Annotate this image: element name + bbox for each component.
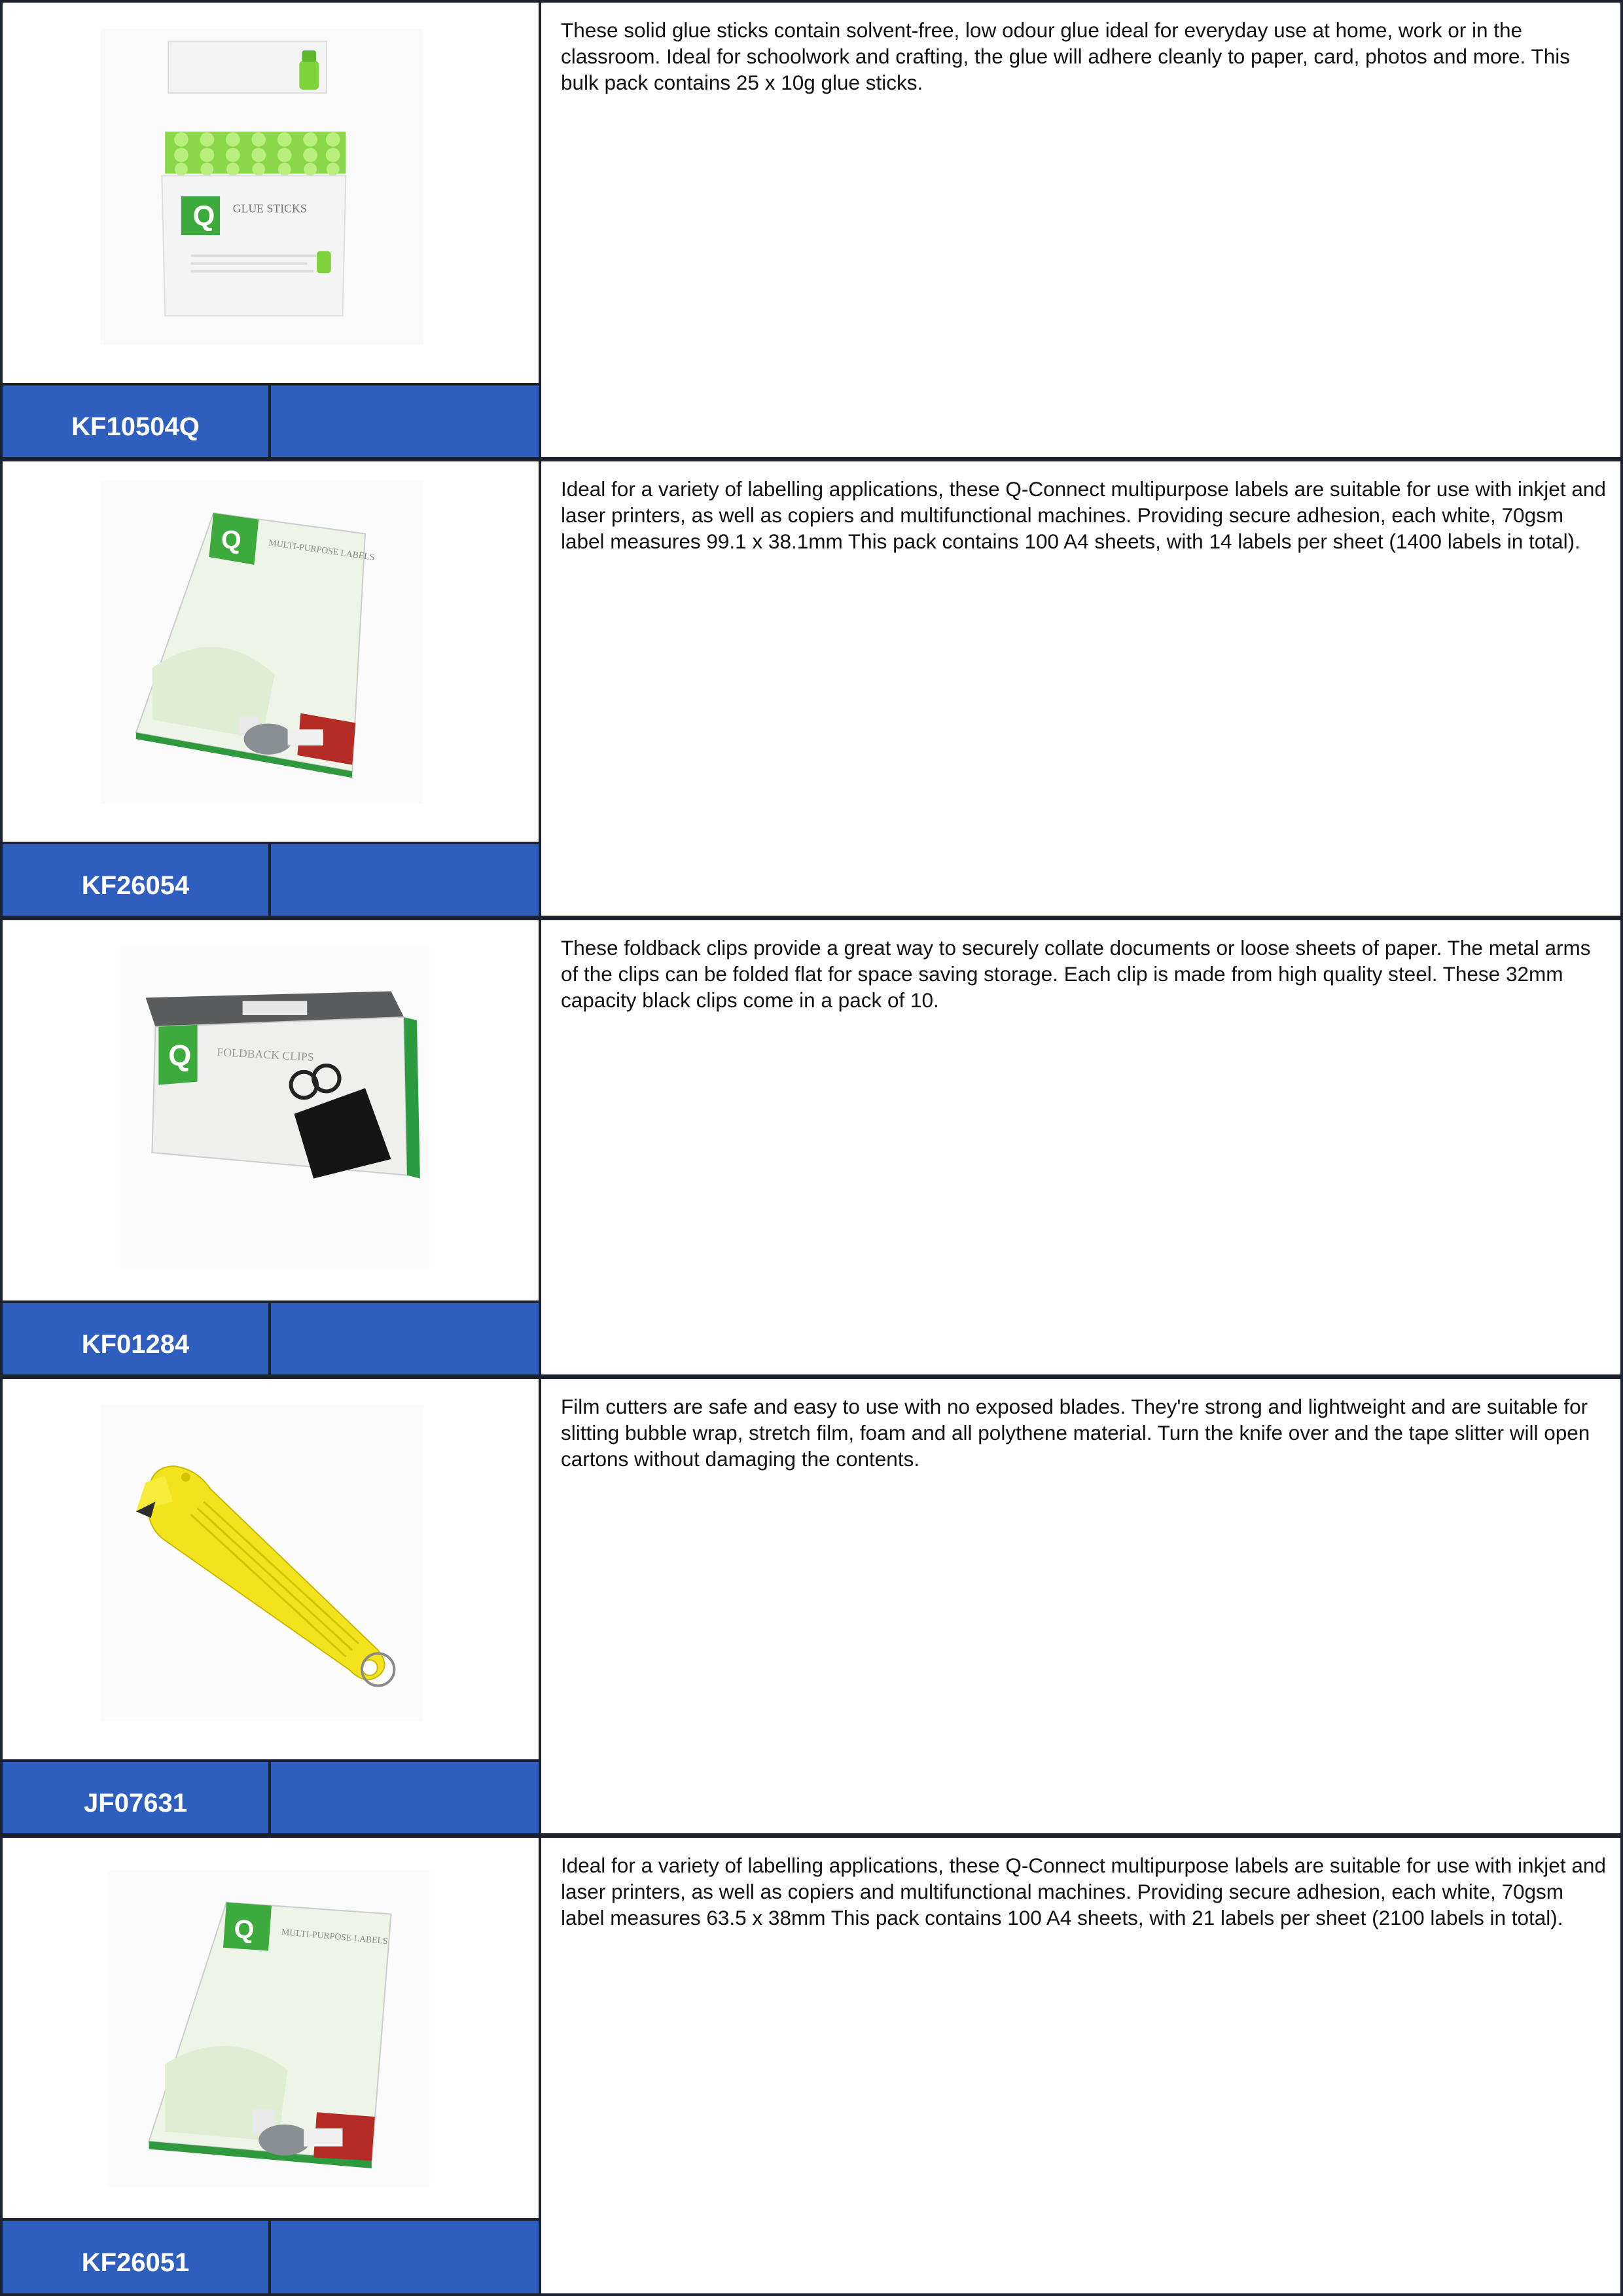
product-row <box>0 1835 1623 2296</box>
foldback-clips-box-image <box>3 920 539 1300</box>
product-code: KF26054 <box>0 842 271 918</box>
product-code: JF07631 <box>0 1759 271 1836</box>
product-image-cell <box>0 1376 541 1762</box>
product-code: KF10504Q <box>0 383 271 459</box>
multipurpose-labels-pack-image <box>3 1838 539 2218</box>
code-band-blank <box>268 1300 541 1377</box>
product-description: These foldback clips provide a great way to securely collate documents or loose sheets of paper. The metal arms of the clips can be folded flat for space saving storage. Each clip is made from high quality steel. These 32mm capacity black clips come in a pack of 10. <box>561 936 1591 1012</box>
product-description-cell <box>539 459 1623 918</box>
product-description: These solid glue sticks contain solvent-free, low odour glue ideal for everyday use at home, work or in the classroom. Ideal for schoolwork and crafting, the glue will adhere cleanly to paper, card, photos and more. This bulk pack contains 25 x 10g glue sticks. <box>561 18 1570 94</box>
box-label-text: MULTI-PURPOSE LABELS <box>281 1927 389 1946</box>
film-cutter-image <box>3 1379 539 1759</box>
product-image-cell <box>0 459 541 844</box>
code-band-blank <box>268 1759 541 1836</box>
product-row <box>0 459 1623 918</box>
product-code: KF26051 <box>0 2218 271 2296</box>
product-image-cell <box>0 0 541 386</box>
product-row <box>0 1376 1623 1836</box>
multipurpose-labels-pack-image <box>3 461 539 842</box>
box-label-text: FOLDBACK CLIPS <box>216 1045 315 1064</box>
code-band-blank <box>268 2218 541 2296</box>
svg-text:Q: Q <box>192 200 215 232</box>
svg-text:Q: Q <box>168 1038 192 1072</box>
product-description-cell <box>539 1835 1623 2296</box>
product-description: Ideal for a variety of labelling applications, these Q-Connect multipurpose labels are suitable for use with inkjet and laser printers, as well as copiers and multifunctional machines. Providing secure adhesion, each white, 70gsm label measures 63.5 x 38mm This pack contains 100 A4 sheets, with 21 labels per sheet (2100 labels in total). <box>561 1854 1606 1929</box>
svg-text:Q: Q <box>221 526 241 555</box>
product-row <box>0 0 1623 459</box>
glue-sticks-box-image <box>3 3 539 383</box>
box-label-text: GLUE STICKS <box>232 202 307 215</box>
product-description-cell <box>539 0 1623 459</box>
product-row <box>0 918 1623 1377</box>
box-label-text: MULTI-PURPOSE LABELS <box>268 537 376 562</box>
product-description: Film cutters are safe and easy to use with no exposed blades. They're strong and lightweight and are suitable for slitting bubble wrap, stretch film, foam and all polythene material. Turn the knife over and the tape slitter will open cartons without damaging the contents. <box>561 1395 1590 1471</box>
code-band-blank <box>268 842 541 918</box>
code-band-blank <box>268 383 541 459</box>
product-image-cell <box>0 1835 541 2221</box>
product-description-cell <box>539 1376 1623 1836</box>
product-description: Ideal for a variety of labelling applications, these Q-Connect multipurpose labels are suitable for use with inkjet and laser printers, as well as copiers and multifunctional machines. Providing secure adhesion, each white, 70gsm label measures 99.1 x 38.1mm This pack contains 100 A4 sheets, with 14 labels per sheet (1400 labels in total). <box>561 477 1606 553</box>
svg-text:Q: Q <box>234 1914 255 1944</box>
product-code: KF01284 <box>0 1300 271 1377</box>
product-description-cell <box>539 918 1623 1377</box>
product-image-cell <box>0 918 541 1303</box>
